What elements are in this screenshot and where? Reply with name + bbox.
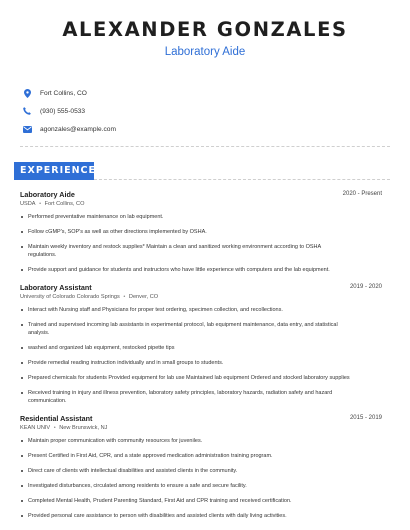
job-bullets [20, 213, 382, 274]
job-dates: 2019 - 2020 [349, 284, 382, 290]
list-item-continuation: analysis. [28, 330, 50, 336]
list-item: Received training in injury and illness prevention, laboratory safety principles, laboratory hazards, radiation safety and hazard [20, 389, 382, 397]
location-pin-icon [22, 88, 32, 98]
location-text: Fort Collins, CO [40, 89, 87, 97]
job-org: KEAN UNIV [20, 425, 51, 431]
list-item: Completed Mental Health, Prudent Parenting Standard, First Aid and CPR training and received certification. [20, 497, 382, 505]
job-org-line [20, 201, 382, 210]
list-item: Provide remedial reading instruction individually and in small groups to students. [20, 359, 382, 367]
job-location: New Brunswick, NJ [59, 425, 108, 431]
separator-dot: • [123, 294, 126, 300]
job-org: USDA [20, 201, 36, 207]
contact-phone [22, 102, 85, 120]
candidate-name: ALEXANDER GONZALES [62, 18, 348, 41]
list-item: Investigated disturbances, circulated among residents to ensure a safe and secure facility. [20, 482, 382, 490]
list-item: Maintain proper communication with community resources for juveniles. [20, 437, 382, 445]
phone-icon [22, 106, 32, 116]
phone-text: (930) 555-0533 [40, 107, 86, 115]
list-item: Prepared chemicals for students Provided equipment for lab use Maintained lab equipment Ordered and stocked laboratory supplies [20, 374, 382, 382]
separator-dot: • [39, 201, 42, 207]
job-title: Residential Assistant [20, 414, 93, 423]
contact-location [22, 84, 87, 102]
job-bullets [20, 437, 382, 520]
list-item: Provided personal care assistance to person with disabilities and assisted clients with daily living activities. [20, 512, 382, 520]
job-org-line [20, 294, 382, 303]
list-item: Provide support and guidance for students and instructors who have little experience with computers and the lab equipment. [20, 266, 382, 274]
candidate-role: Laboratory Aide [164, 46, 246, 58]
job-location: Denver, CO [128, 294, 159, 300]
job-org: University of Colorado Colorado Springs [20, 294, 120, 300]
list-item-continuation: communication. [28, 398, 67, 404]
resume-header [0, 18, 410, 59]
list-item: Trained and supervised incoming lab assistants in experimental protocol, lab equipment maintenance, data entry, and statistical [20, 321, 382, 329]
job-entry [20, 190, 382, 274]
separator-dot: • [53, 425, 56, 431]
job-title: Laboratory Aide [20, 190, 75, 199]
job-org-line [20, 425, 382, 434]
section-title-experience: EXPERIENCE [14, 162, 94, 180]
section-divider [94, 179, 390, 180]
job-dates: 2015 - 2019 [349, 415, 382, 421]
email-icon [22, 124, 32, 134]
list-item: Maintain weekly inventory and restock supplies* Maintain a clean and sanitized working environment according to OSHA [20, 243, 382, 251]
list-item: Interact with Nursing staff and Physicians for proper test ordering, specimen collection, and recollections. [20, 306, 382, 314]
job-title: Laboratory Assistant [20, 283, 92, 292]
job-entry [20, 414, 382, 520]
list-item: Performed preventative maintenance on lab equipment. [20, 213, 382, 221]
email-text: agonzales@example.com [40, 125, 116, 133]
contact-email [22, 120, 116, 138]
job-entry [20, 283, 382, 405]
header-divider [20, 146, 390, 147]
list-item: Follow cGMP's, SOP's as well as other directions implemented by OSHA. [20, 228, 382, 236]
list-item: Direct care of clients with intellectual disabilities and assisted clients in the community. [20, 467, 382, 475]
job-bullets [20, 306, 382, 405]
list-item-continuation: regulations. [28, 252, 57, 258]
job-location: Fort Collins, CO [44, 201, 85, 207]
list-item: Present Certified in First Aid, CPR, and a state approved medication administration training program. [20, 452, 382, 460]
list-item: washed and organized lab equipment, restocked pipette tips [20, 344, 382, 352]
job-dates: 2020 - Present [342, 191, 382, 197]
